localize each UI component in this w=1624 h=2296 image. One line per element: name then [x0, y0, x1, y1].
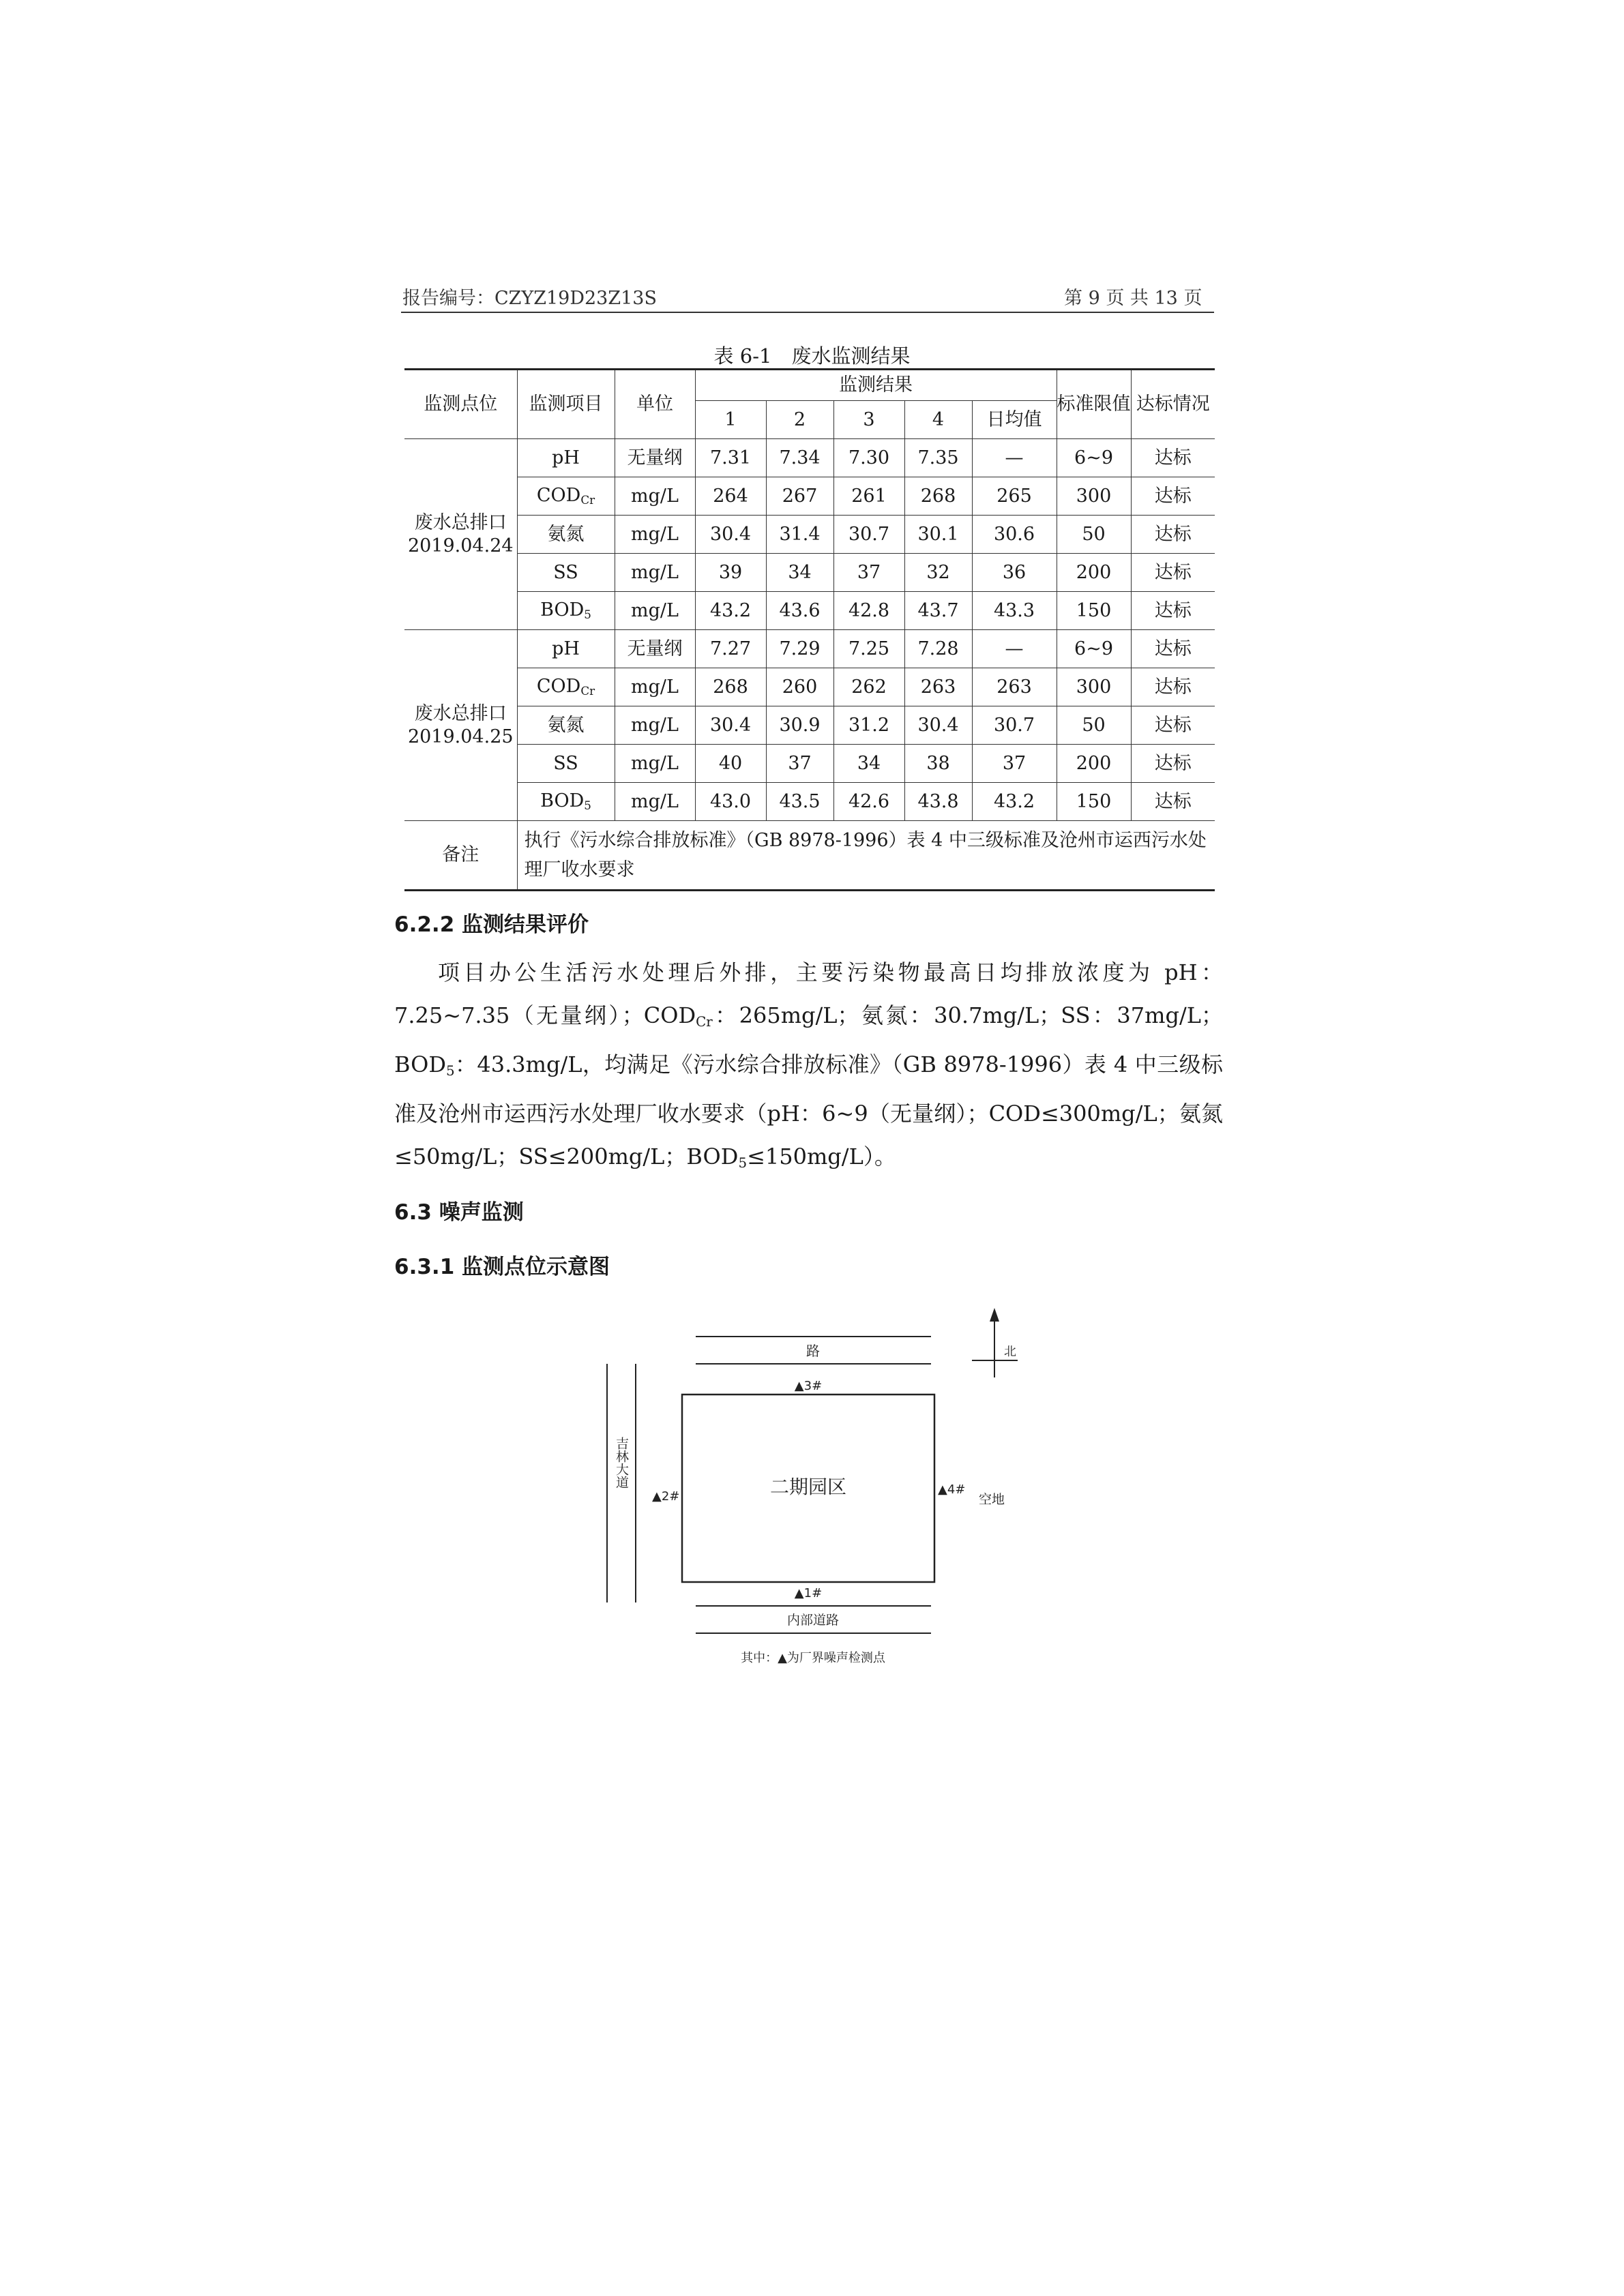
unit-cell: 无量纲 [615, 630, 695, 668]
daily-average: 30.6 [972, 516, 1057, 554]
section-6-2-2: 6.2.2 监测结果评价 [394, 912, 589, 937]
value-4: 263 [904, 668, 972, 706]
item-name: pH [552, 447, 580, 468]
item-cell [517, 706, 615, 745]
eval-cod: COD [643, 1002, 696, 1028]
table-row [404, 477, 1215, 516]
value-1: 39 [695, 554, 766, 592]
value-2: 43.5 [766, 783, 833, 821]
standard-limit: 200 [1057, 554, 1131, 592]
point-3: ▲3# [794, 1379, 823, 1393]
table-row [404, 783, 1215, 821]
road-left-label: 吉林大道 [614, 1437, 629, 1489]
table-caption: 表 6-1 废水监测结果 [713, 344, 911, 368]
value-1: 268 [695, 668, 766, 706]
daily-average: — [972, 630, 1057, 668]
eval-bod-sub-2: 5 [738, 1154, 748, 1171]
value-3: 34 [833, 745, 904, 783]
value-4: 30.1 [904, 516, 972, 554]
standard-limit: 150 [1057, 592, 1131, 630]
eval-text-4: ≤150mg/L）。 [747, 1143, 896, 1169]
header-col-4: 4 [904, 401, 972, 439]
note-label: 备注 [404, 821, 517, 891]
compliance-status: 达标 [1131, 630, 1215, 668]
daily-average: 263 [972, 668, 1057, 706]
header-col-2: 2 [766, 401, 833, 439]
value-2: 30.9 [766, 706, 833, 745]
unit-cell: mg/L [615, 516, 695, 554]
value-1: 30.4 [695, 516, 766, 554]
value-2: 43.6 [766, 592, 833, 630]
value-2: 34 [766, 554, 833, 592]
value-4: 7.28 [904, 630, 972, 668]
value-3: 7.25 [833, 630, 904, 668]
table-row [404, 592, 1215, 630]
page-info: 第 9 页 共 13 页 [1064, 288, 1202, 309]
item-cell [517, 630, 615, 668]
value-1: 43.2 [695, 592, 766, 630]
compliance-status: 达标 [1131, 477, 1215, 516]
header-rule [401, 312, 1214, 313]
value-1: 264 [695, 477, 766, 516]
unit-cell: mg/L [615, 668, 695, 706]
value-4: 38 [904, 745, 972, 783]
value-2: 260 [766, 668, 833, 706]
item-cell [517, 783, 615, 821]
report-number: 报告编号：CZYZ19D23Z13S [402, 288, 657, 309]
value-4: 268 [904, 477, 972, 516]
header-status: 达标情况 [1131, 370, 1215, 439]
value-3: 7.30 [833, 439, 904, 477]
header-item: 监测项目 [517, 370, 615, 439]
compliance-status: 达标 [1131, 592, 1215, 630]
item-name: COD [536, 485, 581, 507]
item-name: SS [553, 752, 578, 774]
header-col-avg: 日均值 [972, 401, 1057, 439]
point-2: ▲2# [652, 1489, 680, 1504]
table-header-row [404, 370, 1215, 401]
value-2: 37 [766, 745, 833, 783]
point-1: ▲1# [794, 1586, 823, 1600]
map-legend: 其中：▲为厂界噪声检测点 [741, 1651, 885, 1665]
item-subscript: 5 [584, 608, 591, 622]
eval-cod-sub: Cr [696, 1013, 713, 1030]
compliance-status: 达标 [1131, 516, 1215, 554]
location-date: 2019.04.24 [407, 535, 514, 556]
value-4: 43.7 [904, 592, 972, 630]
standard-limit: 300 [1057, 668, 1131, 706]
value-4: 32 [904, 554, 972, 592]
standard-limit: 300 [1057, 477, 1131, 516]
daily-average: 43.3 [972, 592, 1057, 630]
item-cell [517, 439, 615, 477]
item-cell [517, 592, 615, 630]
value-4: 7.35 [904, 439, 972, 477]
value-2: 7.34 [766, 439, 833, 477]
eval-bod-sub: 5 [446, 1062, 455, 1079]
value-1: 7.31 [695, 439, 766, 477]
item-name: BOD [540, 599, 585, 621]
unit-cell: mg/L [615, 592, 695, 630]
daily-average: 265 [972, 477, 1057, 516]
value-3: 262 [833, 668, 904, 706]
standard-limit: 200 [1057, 745, 1131, 783]
compliance-status: 达标 [1131, 706, 1215, 745]
unit-cell: mg/L [615, 477, 695, 516]
monitoring-point-map [587, 1296, 1078, 1678]
table-row [404, 630, 1215, 668]
item-subscript: Cr [580, 493, 595, 507]
item-name: SS [553, 561, 578, 583]
north-arrow-icon [972, 1308, 1018, 1377]
header-col-3: 3 [833, 401, 904, 439]
location-cell [404, 630, 517, 821]
value-3: 42.6 [833, 783, 904, 821]
header-unit: 单位 [615, 370, 695, 439]
value-1: 30.4 [695, 706, 766, 745]
value-4: 43.8 [904, 783, 972, 821]
value-3: 42.8 [833, 592, 904, 630]
daily-average: 36 [972, 554, 1057, 592]
compliance-status: 达标 [1131, 668, 1215, 706]
value-2: 267 [766, 477, 833, 516]
table-row [404, 439, 1215, 477]
value-3: 31.2 [833, 706, 904, 745]
unit-cell: mg/L [615, 783, 695, 821]
park-label: 二期园区 [769, 1476, 847, 1498]
item-name: 氨氮 [547, 714, 585, 736]
table-row [404, 706, 1215, 745]
value-3: 37 [833, 554, 904, 592]
standard-limit: 50 [1057, 516, 1131, 554]
east-label: 空地 [979, 1492, 1005, 1507]
header-point: 监测点位 [404, 370, 517, 439]
unit-cell: mg/L [615, 554, 695, 592]
compliance-status: 达标 [1131, 554, 1215, 592]
unit-cell: mg/L [615, 745, 695, 783]
eval-text-2: ：265mg/L；氨氮：30.7mg/L；SS：37mg/L；BOD [394, 1002, 1223, 1077]
compliance-status: 达标 [1131, 745, 1215, 783]
section-6-3: 6.3 噪声监测 [394, 1200, 524, 1225]
standard-limit: 6~9 [1057, 439, 1131, 477]
road-top-label: 路 [806, 1343, 820, 1359]
point-4: ▲4# [938, 1482, 966, 1497]
daily-average: — [972, 439, 1057, 477]
north-label: 北 [1004, 1345, 1016, 1359]
unit-cell: 无量纲 [615, 439, 695, 477]
header-results: 监测结果 [695, 370, 1057, 401]
value-4: 30.4 [904, 706, 972, 745]
item-name: COD [536, 676, 581, 698]
value-1: 40 [695, 745, 766, 783]
item-subscript: 5 [584, 799, 591, 813]
note-row [404, 821, 1215, 891]
value-1: 7.27 [695, 630, 766, 668]
compliance-status: 达标 [1131, 439, 1215, 477]
wastewater-results-table [404, 368, 1215, 891]
eval-text-1: 项目办公生活污水处理后外排，主要污染物最高日均排放浓度为 pH：7.25~7.35（无量纲）； [394, 959, 1223, 1028]
value-3: 261 [833, 477, 904, 516]
section-6-3-1: 6.3.1 监测点位示意图 [394, 1255, 610, 1279]
value-2: 7.29 [766, 630, 833, 668]
value-3: 30.7 [833, 516, 904, 554]
table-row [404, 554, 1215, 592]
daily-average: 37 [972, 745, 1057, 783]
compliance-status: 达标 [1131, 783, 1215, 821]
location-name: 废水总排口 [414, 511, 507, 533]
item-cell [517, 477, 615, 516]
unit-cell: mg/L [615, 706, 695, 745]
standard-limit: 50 [1057, 706, 1131, 745]
table-row [404, 745, 1215, 783]
item-name: 氨氮 [547, 523, 585, 545]
value-2: 31.4 [766, 516, 833, 554]
location-date: 2019.04.25 [407, 726, 514, 747]
table-row [404, 668, 1215, 706]
item-cell [517, 554, 615, 592]
table-body [404, 439, 1215, 821]
item-name: BOD [540, 790, 585, 812]
table-row [404, 516, 1215, 554]
header-limit: 标准限值 [1057, 370, 1131, 439]
value-1: 43.0 [695, 783, 766, 821]
daily-average: 30.7 [972, 706, 1057, 745]
item-cell [517, 668, 615, 706]
item-cell [517, 745, 615, 783]
road-bottom-label: 内部道路 [786, 1613, 840, 1628]
item-subscript: Cr [580, 684, 595, 698]
item-cell [517, 516, 615, 554]
header-col-1: 1 [695, 401, 766, 439]
location-cell [404, 439, 517, 630]
evaluation-paragraph [394, 951, 1223, 1184]
daily-average: 43.2 [972, 783, 1057, 821]
eval-text-3: ：43.3mg/L，均满足《污水综合排放标准》（GB 8978-1996）表 4 中三级标准及沧州市运西污水处理厂收水要求（pH：6~9（无量纲）；COD≤300mg/L；氨氮≤50mg/L；SS≤200mg/L；BOD [394, 1051, 1223, 1169]
standard-limit: 150 [1057, 783, 1131, 821]
location-name: 废水总排口 [414, 702, 507, 724]
standard-limit: 6~9 [1057, 630, 1131, 668]
item-name: pH [552, 638, 580, 659]
note-text: 执行《污水综合排放标准》（GB 8978-1996）表 4 中三级标准及沧州市运西污水处理厂收水要求 [517, 821, 1215, 891]
